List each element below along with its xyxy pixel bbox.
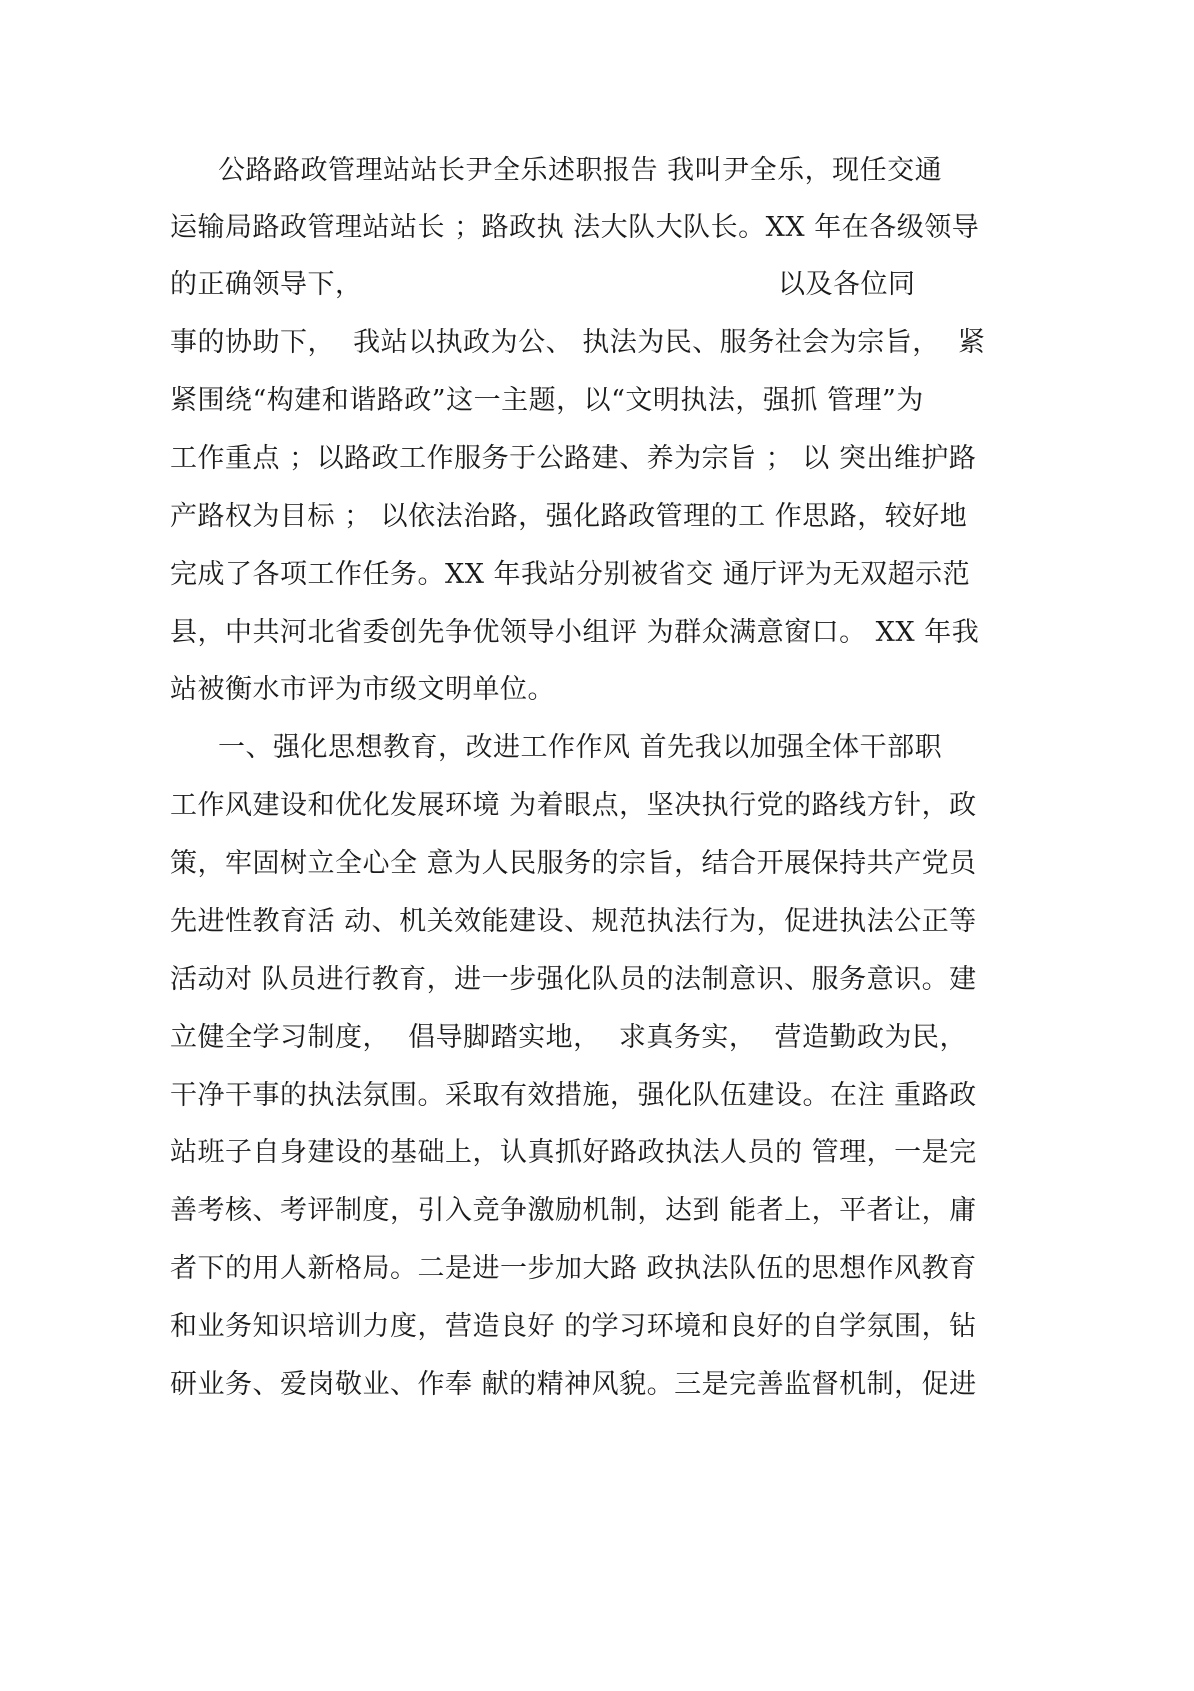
text-line: 研业务、爱岗敬业、作奉 献的精神风貌。三是完善监督机制，促进 — [170, 1369, 977, 1400]
text-line: 县，中共河北省委创先争优领导小组评 为群众满意窗口。 XX 年我 — [170, 617, 980, 648]
text-line: 产路权为目标 ； 以依法治路，强化路政管理的工 作思路，较好地 — [170, 501, 968, 532]
text-line: 完成了各项工作任务。XX 年我站分别被省交 通厅评为无双超示范 — [170, 559, 971, 590]
text-line: 活动对 队员进行教育，进一步强化队员的法制意识、服务意识。建 — [170, 964, 977, 995]
text-line: 者下的用人新格局。二是进一步加大路 政执法队伍的思想作风教育 — [170, 1253, 977, 1284]
text-line: 紧围绕“构建和谐路政”这一主题，以“文明执法，强抓 管理”为 — [170, 385, 924, 416]
text-line: 立健全学习制度， 倡导脚踏实地， 求真务实， 营造勤政为民， — [170, 1022, 967, 1053]
text-line: 一、强化思想教育，改进工作作风 首先我以加强全体干部职 — [218, 732, 943, 763]
text-line: 干净干事的执法氛围。采取有效措施，强化队伍建设。在注 重路政 — [170, 1080, 977, 1111]
text-line: 先进性教育活 动、机关效能建设、规范执法行为，促进执法公正等 — [170, 906, 977, 937]
text-line: 运输局路政管理站站长 ；路政执 法大队大队长。XX 年在各级领导 — [170, 212, 980, 243]
text-line: 站被衡水市评为市级文明单位。 — [170, 674, 555, 705]
text-line: 事的协助下， 我站以执政为公、 执法为民、服务社会为宗旨， 紧 — [170, 327, 986, 358]
text-line: 策，牢固树立全心全 意为人民服务的宗旨，结合开展保持共产党员 — [170, 848, 977, 879]
text-line: 公路路政管理站站长尹全乐述职报告 我叫尹全乐，现任交通 — [218, 155, 943, 186]
text-line: 工作风建设和优化发展环境 为着眼点，坚决执行党的路线方针，政 — [170, 790, 977, 821]
text-line: 和业务知识培训力度，营造良好 的学习环境和良好的自学氛围，钻 — [170, 1311, 977, 1342]
text-line: 工作重点 ；以路政工作服务于公路建、养为宗旨 ； 以 突出维护路 — [170, 443, 977, 474]
text-line: 站班子自身建设的基础上，认真抓好路政执法人员的 管理，一是完 — [170, 1137, 977, 1168]
text-line: 善考核、考评制度，引入竞争激励机制，达到 能者上，平者让，庸 — [170, 1195, 977, 1226]
text-line: 的正确领导下， — [170, 269, 363, 300]
text-line: 以及各位同 — [778, 269, 916, 300]
